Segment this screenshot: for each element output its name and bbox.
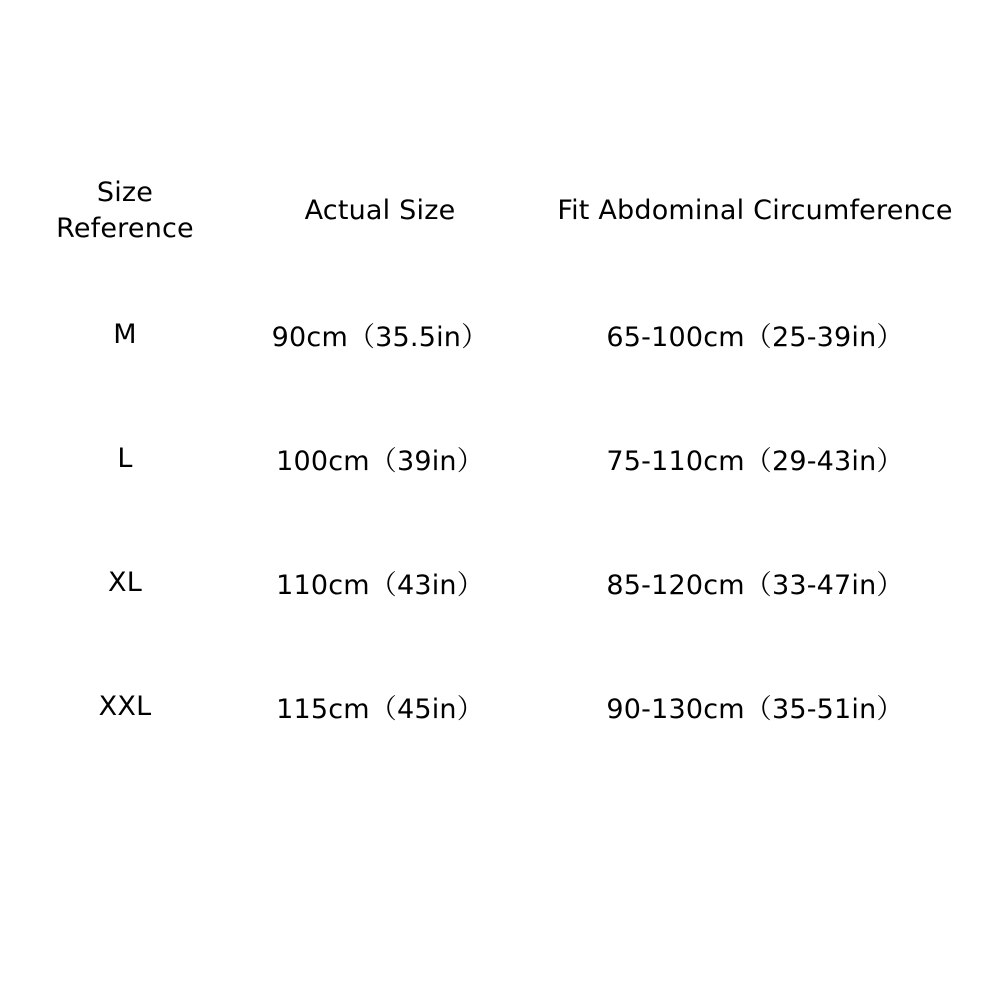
column-header-size-reference-line1: Size (96, 176, 154, 208)
cell-size: XL (108, 566, 142, 598)
cell-actual-size: 100cm（39in） (276, 445, 484, 477)
size-chart-table (0, 150, 1000, 768)
table-row (0, 396, 1000, 520)
cell-actual-size: 110cm（43in） (276, 569, 484, 601)
column-header-fit-abdominal-circumference: Fit Abdominal Circumference (557, 194, 953, 226)
table-row (0, 272, 1000, 396)
cell-actual-size: 115cm（45in） (276, 693, 484, 725)
cell-size: XXL (98, 690, 152, 722)
cell-size: M (113, 318, 137, 350)
table-header-row (0, 150, 1000, 272)
cell-actual-size: 90cm（35.5in） (271, 321, 489, 353)
column-header-actual-size: Actual Size (304, 194, 456, 226)
cell-fit-circumference: 75-110cm（29-43in） (606, 445, 904, 477)
table-row (0, 520, 1000, 644)
table-row (0, 644, 1000, 768)
cell-fit-circumference: 85-120cm（33-47in） (606, 569, 904, 601)
column-header-size-reference-line2: Reference (56, 213, 194, 244)
column-header-size-reference (0, 150, 250, 272)
cell-fit-circumference: 90-130cm（35-51in） (606, 693, 904, 725)
cell-fit-circumference: 65-100cm（25-39in） (606, 321, 904, 353)
cell-size: L (117, 442, 133, 474)
table-header (0, 150, 1000, 272)
table-body (0, 272, 1000, 768)
